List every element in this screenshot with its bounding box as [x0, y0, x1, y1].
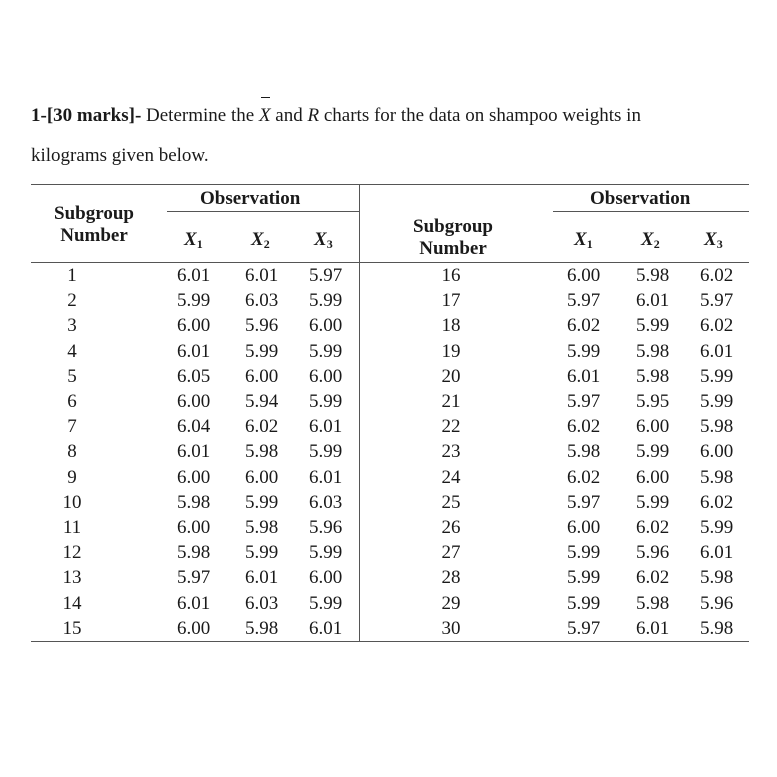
observation-x1: 5.99: [567, 592, 601, 614]
observation-x3: 6.01: [309, 466, 343, 488]
table-center-divider: [359, 184, 360, 642]
observation-x2: 6.01: [245, 567, 279, 589]
observation-x2: 5.94: [245, 391, 279, 412]
observation-x1: 5.99: [567, 340, 601, 362]
observation-x3: 5.99: [309, 340, 343, 362]
observation-x2: 6.00: [245, 365, 279, 387]
observation-x3: 6.01: [700, 542, 734, 564]
observation-x2: 6.01: [245, 265, 279, 286]
subgroup-number: 19: [441, 340, 461, 362]
observation-x1: 6.04: [177, 416, 211, 438]
subgroup-number: 3: [67, 315, 77, 337]
observation-x2: 5.99: [245, 491, 279, 513]
observation-x2: 5.99: [636, 315, 670, 337]
question-text: [31, 96, 751, 176]
observation-x2: 5.98: [245, 441, 279, 463]
x2-header-right: $X_2$: [641, 229, 660, 251]
observation-x2: 5.98: [245, 617, 279, 639]
observation-x1: 5.97: [177, 567, 211, 589]
subgroup-number: 11: [62, 517, 82, 538]
observation-x1: 6.02: [567, 416, 601, 438]
header-bottom-rule: [31, 262, 749, 263]
question-text-2: and: [275, 105, 303, 126]
observation-x1: 6.05: [177, 365, 211, 387]
observation-x3: 5.98: [700, 416, 734, 438]
question-text-1: Determine the: [146, 105, 255, 126]
observation-x2: 5.99: [636, 441, 670, 463]
observation-x2: 5.99: [636, 491, 670, 513]
subgroup-header-left: Subgroup Number: [54, 203, 134, 246]
subgroup-header-right: Subgroup Number: [413, 216, 493, 259]
table-top-rule: [31, 184, 749, 185]
observation-x2: 6.00: [636, 466, 670, 488]
observation-x2: 5.98: [245, 517, 279, 538]
observation-x2: 5.98: [636, 265, 670, 286]
observation-rule-right: [553, 211, 749, 212]
subgroup-number: 10: [62, 491, 82, 513]
observation-x2: 5.98: [636, 365, 670, 387]
subgroup-number: 14: [62, 592, 82, 614]
subgroup-number: 17: [441, 290, 461, 312]
observation-x1: 5.97: [567, 491, 601, 513]
observation-x1: 5.99: [567, 567, 601, 589]
observation-header-left: Observation: [200, 188, 301, 209]
observation-x1: 5.97: [567, 290, 601, 312]
subgroup-number: 13: [62, 567, 82, 589]
question-label: 1-[30 marks]-: [31, 105, 142, 126]
subgroup-number: 28: [441, 567, 461, 589]
observation-x3: 6.00: [309, 315, 343, 337]
subgroup-number: 5: [67, 365, 77, 387]
question-text-3: charts for the data on shampoo weights in: [323, 105, 641, 126]
observation-x1: 6.00: [177, 315, 211, 337]
x1-header-left: $X_1$: [184, 229, 203, 251]
observation-x3: 5.96: [309, 517, 343, 538]
observation-x1: 5.99: [567, 542, 601, 564]
r-symbol: R: [307, 105, 320, 126]
observation-x1: 6.01: [177, 340, 211, 362]
subgroup-number: 4: [67, 340, 77, 362]
observation-x1: 6.00: [177, 391, 211, 412]
observation-x3: 5.99: [309, 391, 343, 412]
observation-x2: 5.95: [636, 391, 670, 412]
observation-x2: 6.03: [245, 592, 279, 614]
observation-x3: 5.99: [309, 290, 343, 312]
subgroup-number: 24: [441, 466, 461, 488]
observation-x2: 6.01: [636, 617, 670, 639]
observation-x1: 5.99: [177, 290, 211, 312]
subgroup-number: 16: [441, 265, 461, 286]
subgroup-number: 6: [67, 391, 77, 412]
subgroup-number: 8: [67, 441, 77, 463]
observation-x3: 5.99: [309, 542, 343, 564]
subgroup-number: 29: [441, 592, 461, 614]
observation-x3: 5.98: [700, 617, 734, 639]
observation-x2: 6.02: [636, 567, 670, 589]
observation-x1: 6.00: [567, 517, 601, 538]
subgroup-number: 21: [441, 391, 461, 412]
observation-x1: 6.00: [177, 517, 211, 538]
observation-x3: 5.99: [700, 517, 734, 538]
observation-x1: 6.00: [567, 265, 601, 286]
observation-x2: 6.02: [245, 416, 279, 438]
subgroup-number: 2: [67, 290, 77, 312]
observation-x3: 6.00: [700, 441, 734, 463]
question-line-2: kilograms given below.: [31, 145, 209, 166]
observation-x3: 6.02: [700, 265, 734, 286]
observation-x3: 6.02: [700, 491, 734, 513]
subgroup-number: 12: [62, 542, 82, 564]
observation-x3: 5.97: [309, 265, 343, 286]
subgroup-number: 26: [441, 517, 461, 538]
observation-x3: 6.01: [700, 340, 734, 362]
subgroup-number: 22: [441, 416, 461, 438]
question-line-1: [31, 96, 751, 136]
observation-x1: 6.01: [177, 592, 211, 614]
observation-x2: 6.00: [245, 466, 279, 488]
observation-x3: 5.98: [700, 466, 734, 488]
observation-x3: 6.00: [309, 365, 343, 387]
x3-header-right: $X_3$: [704, 229, 723, 251]
observation-x1: 6.01: [177, 265, 211, 286]
x2-header-left: $X_2$: [251, 229, 270, 251]
observation-x1: 5.97: [567, 391, 601, 412]
observation-x3: 5.99: [700, 391, 734, 412]
observation-x1: 6.00: [177, 617, 211, 639]
observation-x1: 5.98: [567, 441, 601, 463]
observation-x1: 6.01: [567, 365, 601, 387]
observation-x3: 5.99: [309, 592, 343, 614]
observation-rule-left: [167, 211, 359, 212]
observation-x1: 6.02: [567, 466, 601, 488]
subgroup-number: 20: [441, 365, 461, 387]
observation-header-right: Observation: [590, 188, 691, 209]
observation-x1: 5.98: [177, 491, 211, 513]
observation-x1: 6.02: [567, 315, 601, 337]
observation-x2: 5.99: [245, 542, 279, 564]
observation-x1: 6.01: [177, 441, 211, 463]
observation-x3: 5.96: [700, 592, 734, 614]
subgroup-number: 18: [441, 315, 461, 337]
subgroup-number: 9: [67, 466, 77, 488]
subgroup-number: 23: [441, 441, 461, 463]
observation-x2: 6.03: [245, 290, 279, 312]
xbar-symbol: X: [259, 96, 271, 136]
observation-x1: 5.98: [177, 542, 211, 564]
observation-x3: 6.01: [309, 416, 343, 438]
observation-x3: 6.01: [309, 617, 343, 639]
observation-x2: 5.99: [245, 340, 279, 362]
subgroup-number: 15: [62, 617, 82, 639]
observation-x2: 5.98: [636, 592, 670, 614]
subgroup-number: 1: [67, 265, 77, 286]
observation-x3: 5.99: [700, 365, 734, 387]
x1-header-right: $X_1$: [574, 229, 593, 251]
x3-header-left: $X_3$: [314, 229, 333, 251]
subgroup-number: 7: [67, 416, 77, 438]
observation-x1: 6.00: [177, 466, 211, 488]
table-bottom-rule: [31, 641, 749, 642]
observation-x2: 6.01: [636, 290, 670, 312]
observation-x3: 5.97: [700, 290, 734, 312]
subgroup-number: 27: [441, 542, 461, 564]
observation-x3: 6.02: [700, 315, 734, 337]
observation-x3: 6.03: [309, 491, 343, 513]
observation-x2: 6.02: [636, 517, 670, 538]
observation-x2: 5.96: [636, 542, 670, 564]
observation-x3: 5.98: [700, 567, 734, 589]
observation-x1: 5.97: [567, 617, 601, 639]
observation-x2: 5.98: [636, 340, 670, 362]
observation-x2: 5.96: [245, 315, 279, 337]
observation-x2: 6.00: [636, 416, 670, 438]
observation-x3: 6.00: [309, 567, 343, 589]
subgroup-number: 30: [441, 617, 461, 639]
observation-x3: 5.99: [309, 441, 343, 463]
subgroup-number: 25: [441, 491, 461, 513]
